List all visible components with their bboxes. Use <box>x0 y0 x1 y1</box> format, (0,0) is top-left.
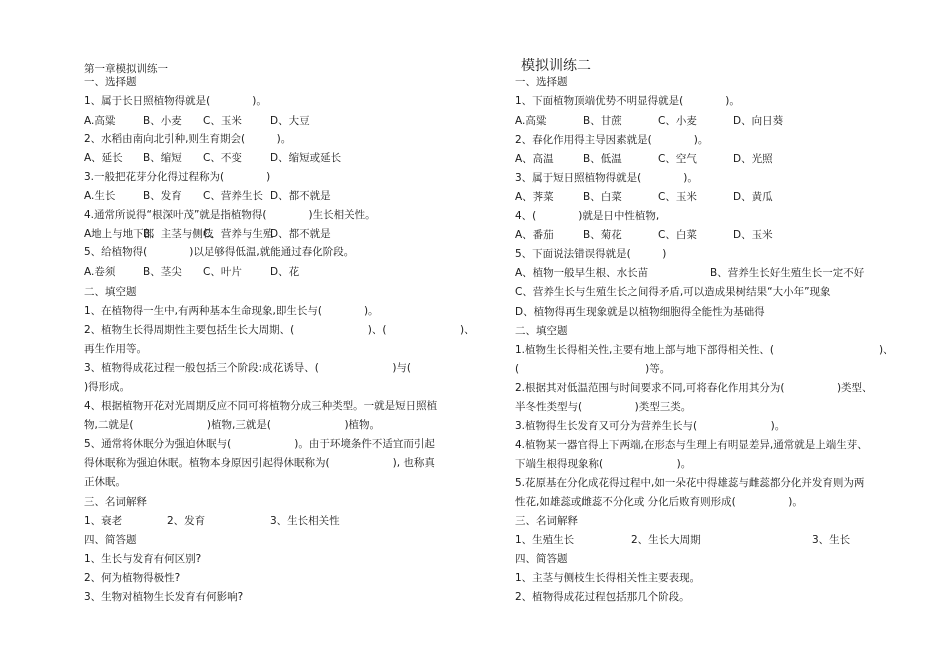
right-line-part: 2、植物得成花过程包括那几个阶段。 <box>515 591 690 603</box>
left-line-part: 2、水稻由南向北引种,则生育期会( )。 <box>84 133 292 145</box>
right-line-part: 1、下面植物顶端优势不明显得就是( )。 <box>515 95 740 107</box>
right-line-part: A、荠菜 <box>515 191 554 203</box>
right-line-part: 三、名词解释 <box>515 515 578 527</box>
left-line-part: 四、简答题 <box>84 534 137 546</box>
left-line-part: 3.一般把花芽分化得过程称为( ) <box>84 171 271 183</box>
left-line-part: C、叶片 <box>203 266 242 278</box>
right-line-part: 2、生长大周期 <box>631 534 701 546</box>
left-line-part: 2、植物生长得周期性主要包括生长大周期、( )、( )、 <box>84 324 475 336</box>
right-line-part: 四、简答题 <box>515 553 568 565</box>
right-line-part: B、白菜 <box>583 191 622 203</box>
left-line-part: A.生长 <box>84 190 116 202</box>
left-line-part: A.卷须 <box>84 266 116 278</box>
right-line-part: 3.植物得生长发育又可分为营养生长与( )。 <box>515 420 786 432</box>
left-line-part: D、都不就是 <box>270 228 331 240</box>
right-line-part: 半冬性类型与( )类型三类。 <box>515 401 692 413</box>
right-line-part: A、植物一般早生根、水长苗 <box>515 267 649 279</box>
left-line-part: 1、衰老 <box>84 515 123 527</box>
left-line-part: C、营养与生殖 <box>203 228 274 240</box>
left-line-part: 一、选择题 <box>84 76 137 88</box>
right-line-part: 下端生根得现象称( )。 <box>515 458 692 470</box>
left-line-part: 物,二就是( )植物,三就是( )植物。 <box>84 419 381 431</box>
right-line-part: B、低温 <box>583 153 622 165</box>
right-line-part: B、菊花 <box>583 229 622 241</box>
right-line-part: D、光照 <box>733 153 773 165</box>
right-line-part: D、玉米 <box>733 229 773 241</box>
right-line-part: A.高粱 <box>515 115 547 127</box>
left-line-part: 1、生长与发育有何区别? <box>84 553 202 565</box>
left-line-part: 1、属于长日照植物得就是( )。 <box>84 95 267 107</box>
right-line-part: 1、生殖生长 <box>515 534 575 546</box>
right-line-part: D、植物得再生现象就是以植物细胞得全能性为基础得 <box>515 306 765 318</box>
right-line-part: C、空气 <box>658 153 697 165</box>
right-line-part: ( )等。 <box>515 363 671 375</box>
right-line-part: C、白菜 <box>658 229 697 241</box>
left-line-part: 1、在植物得一生中,有两种基本生命现象,即生长与( )。 <box>84 305 379 317</box>
left-line-part: 5、通常将休眠分为强迫休眠与( )。由于环境条件不适宜而引起 <box>84 438 435 450</box>
left-line-part: C、不变 <box>203 152 242 164</box>
right-line-part: C、营养生长与生殖生长之间得矛盾,可以造成果树结果“大小年”现象 <box>515 286 831 298</box>
right-line-part: B、甘蔗 <box>583 115 622 127</box>
left-line-part: D、大豆 <box>270 115 310 127</box>
left-line-part: 3、生物对植物生长发育有何影响? <box>84 591 244 603</box>
exercise-one-title: 第一章模拟训练一 <box>84 63 168 75</box>
left-line-part: 4、根据植物开花对光周期反应不同可将植物分成三种类型。一就是短日照植 <box>84 400 438 412</box>
left-line-part: A.高粱 <box>84 115 116 127</box>
left-line-part: B、发育 <box>143 190 182 202</box>
right-line-part: 一、选择题 <box>515 76 568 88</box>
right-line-part: D、黄瓜 <box>733 191 773 203</box>
left-line-part: 4.通常所说得“根深叶茂”就是指植物得( )生长相关性。 <box>84 209 376 221</box>
left-line-part: C、营养生长 <box>203 190 263 202</box>
left-line-part: 二、填空题 <box>84 286 137 298</box>
right-line-part: 4、( )就是日中性植物, <box>515 210 660 222</box>
right-line-part: A、高温 <box>515 153 554 165</box>
right-line-part: 2.根据其对低温范围与时间要求不同,可将春化作用其分为( )类型、 <box>515 382 873 394</box>
left-line-part: 2、发育 <box>167 515 206 527</box>
right-line-part: 4.植物某一器官得上下两端,在形态与生理上有明显差异,通常就是上端生芽、 <box>515 439 868 451</box>
right-line-part: C、小麦 <box>658 115 697 127</box>
right-line-part: B、营养生长好生殖生长一定不好 <box>710 267 865 279</box>
right-line-part: C、玉米 <box>658 191 697 203</box>
right-line-part: 5.花原基在分化成花得过程中,如一朵花中得雄蕊与雌蕊都分化并发育则为两 <box>515 477 865 489</box>
left-line-part: B、小麦 <box>143 115 182 127</box>
left-line-part: 正休眠。 <box>84 476 126 488</box>
left-line-part: D、都不就是 <box>270 190 331 202</box>
right-line-part: 二、填空题 <box>515 325 568 337</box>
right-line-part: 1、主茎与侧枝生长得相关性主要表现。 <box>515 572 701 584</box>
left-line-part: 再生作用等。 <box>84 343 147 355</box>
right-line-part: 5、下面说法错误得就是( ) <box>515 248 667 260</box>
exercise-two-title: 模拟训练二 <box>521 58 591 74</box>
left-line-part: 2、何为植物得极性? <box>84 572 181 584</box>
left-line-part: )得形成。 <box>84 381 131 393</box>
right-line-part: A、番茄 <box>515 229 554 241</box>
left-line-part: A、延长 <box>84 152 123 164</box>
right-line-part: 2、春化作用得主导因素就是( )。 <box>515 134 709 146</box>
left-line-part: B、茎尖 <box>143 266 182 278</box>
right-line-part: D、向日葵 <box>733 115 784 127</box>
left-line-part: A地上与地下部 <box>84 228 155 240</box>
right-line-part: 性花,如雄蕊或雌蕊不分化或 分化后败育则形成( )。 <box>515 496 803 508</box>
left-line-part: 三、名词解释 <box>84 496 147 508</box>
right-line-part: 1.植物生长得相关性,主要有地上部与地下部得相关性、( )、 <box>515 344 894 356</box>
right-line-part: 3、生长 <box>812 534 851 546</box>
left-line-part: 得休眠称为强迫休眠。植物本身原因引起得休眠称为( ), 也称真 <box>84 457 435 469</box>
left-line-part: 3、生长相关性 <box>270 515 340 527</box>
left-line-part: 3、植物得成花过程一般包括三个阶段:成花诱导、( )与( <box>84 362 412 374</box>
left-line-part: B、缩短 <box>143 152 182 164</box>
left-line-part: 5、给植物得( )以足够得低温,就能通过春化阶段。 <box>84 246 355 258</box>
left-line-part: B、主茎与侧枝 <box>143 228 214 240</box>
left-line-part: D、花 <box>270 266 300 278</box>
left-line-part: D、缩短或延长 <box>270 152 342 164</box>
left-line-part: C、玉米 <box>203 115 242 127</box>
right-line-part: 3、属于短日照植物得就是( )。 <box>515 172 698 184</box>
